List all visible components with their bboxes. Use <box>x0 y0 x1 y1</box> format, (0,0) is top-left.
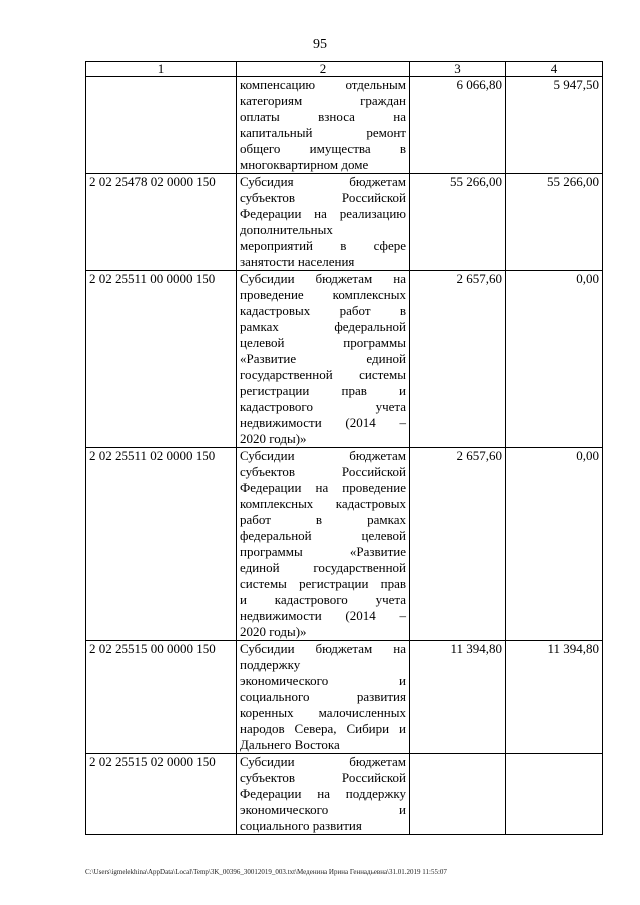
description-line: Федерации на поддержку <box>240 786 406 801</box>
column-header-1: 1 <box>86 62 237 77</box>
budget-table <box>85 61 603 835</box>
budget-code-cell: 2 02 25511 00 0000 150 <box>86 271 237 448</box>
amount-col3-cell: 2 657,60 <box>410 448 506 641</box>
amount-col4-cell: 55 266,00 <box>506 174 603 271</box>
description-line: мероприятий в сфере <box>240 238 406 253</box>
description-line: категориям граждан <box>240 93 406 108</box>
description-line: общего имущества в <box>240 141 406 156</box>
description-line: работ в рамках <box>240 512 406 527</box>
page-number: 95 <box>313 37 327 52</box>
description-cell <box>237 174 410 271</box>
amount-col3-cell: 2 657,60 <box>410 271 506 448</box>
description-line: субъектов Российской <box>240 464 406 479</box>
table-body <box>86 77 603 835</box>
file-path-footer: C:\Users\igmelekhina\AppData\Local\Temp\3K_00396_30012019_003.txt\Меденина Ирина Геннадьевна\31.01.2019 11:55:07 <box>85 868 447 876</box>
description-line: экономического и <box>240 673 406 688</box>
budget-code-cell <box>86 77 237 174</box>
description-line: Субсидия бюджетам <box>240 174 406 189</box>
amount-col3-cell <box>410 754 506 835</box>
description-line: системы регистрации прав <box>240 576 406 591</box>
description-cell <box>237 641 410 754</box>
description-line: субъектов Российской <box>240 770 406 785</box>
description-line: целевой программы <box>240 335 406 350</box>
description-line: коренных малочисленных <box>240 705 406 720</box>
description-cell <box>237 77 410 174</box>
description-line: народов Севера, Сибири и <box>240 721 406 736</box>
budget-code-cell: 2 02 25515 02 0000 150 <box>86 754 237 835</box>
amount-col3-cell: 55 266,00 <box>410 174 506 271</box>
description-line: 2020 годы)» <box>240 431 307 446</box>
table-row <box>86 77 603 174</box>
description-line: комплексных кадастровых <box>240 496 406 511</box>
description-line: Субсидии бюджетам <box>240 448 406 463</box>
description-line: Субсидии бюджетам <box>240 754 406 769</box>
table-row <box>86 754 603 835</box>
description-line: Федерации на реализацию <box>240 206 406 221</box>
description-line: государственной системы <box>240 367 406 382</box>
amount-col4-cell <box>506 754 603 835</box>
description-line: дополнительных <box>240 222 333 237</box>
description-line: социального развития <box>240 689 406 704</box>
amount-col3-cell: 11 394,80 <box>410 641 506 754</box>
description-cell <box>237 754 410 835</box>
amount-col4-cell: 0,00 <box>506 271 603 448</box>
column-header-4: 4 <box>506 62 603 77</box>
description-line: кадастрового учета <box>240 399 406 414</box>
table-row <box>86 271 603 448</box>
description-line: занятости населения <box>240 254 355 269</box>
budget-code-cell: 2 02 25515 00 0000 150 <box>86 641 237 754</box>
amount-col4-cell: 11 394,80 <box>506 641 603 754</box>
description-line: рамках федеральной <box>240 319 406 334</box>
description-line: субъектов Российской <box>240 190 406 205</box>
description-line: и кадастрового учета <box>240 592 406 607</box>
description-line: Субсидии бюджетам на <box>240 271 406 286</box>
description-line: программы «Развитие <box>240 544 406 559</box>
description-line: регистрации прав и <box>240 383 406 398</box>
table-row <box>86 448 603 641</box>
description-line: компенсацию отдельным <box>240 77 406 92</box>
amount-col3-cell: 6 066,80 <box>410 77 506 174</box>
amount-col4-cell: 5 947,50 <box>506 77 603 174</box>
description-line: Федерации на проведение <box>240 480 406 495</box>
description-line: единой государственной <box>240 560 406 575</box>
description-line: капитальный ремонт <box>240 125 406 140</box>
description-cell <box>237 271 410 448</box>
description-line: экономического и <box>240 802 406 817</box>
description-cell <box>237 448 410 641</box>
table-row <box>86 174 603 271</box>
description-line: Субсидии бюджетам на <box>240 641 406 656</box>
description-line: многоквартирном доме <box>240 157 369 172</box>
description-line: поддержку <box>240 657 301 672</box>
description-line: оплаты взноса на <box>240 109 406 124</box>
budget-code-cell: 2 02 25478 02 0000 150 <box>86 174 237 271</box>
description-line: социального развития <box>240 818 362 833</box>
table-header-row <box>86 62 603 77</box>
description-line: «Развитие единой <box>240 351 406 366</box>
column-header-2: 2 <box>237 62 410 77</box>
description-line: кадастровых работ в <box>240 303 406 318</box>
description-line: 2020 годы)» <box>240 624 307 639</box>
description-line: федеральной целевой <box>240 528 406 543</box>
table-row <box>86 641 603 754</box>
column-header-3: 3 <box>410 62 506 77</box>
amount-col4-cell: 0,00 <box>506 448 603 641</box>
description-line: проведение комплексных <box>240 287 406 302</box>
description-line: недвижимости (2014 – <box>240 608 406 623</box>
description-line: Дальнего Востока <box>240 737 340 752</box>
budget-code-cell: 2 02 25511 02 0000 150 <box>86 448 237 641</box>
description-line: недвижимости (2014 – <box>240 415 406 430</box>
